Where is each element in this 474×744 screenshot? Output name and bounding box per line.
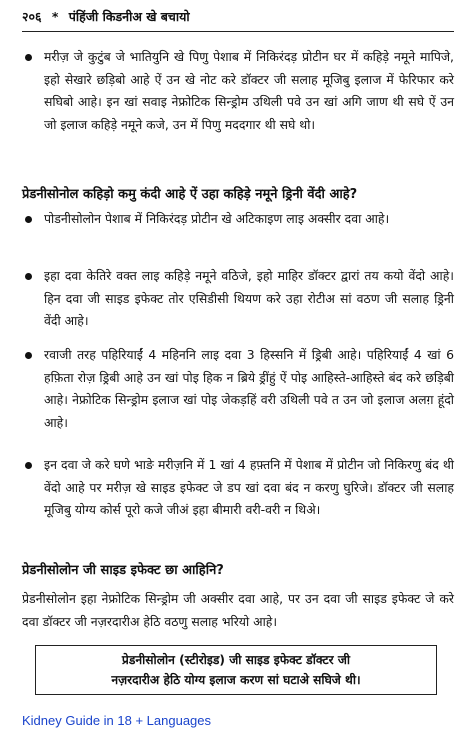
note-box xyxy=(35,645,437,695)
section-2 xyxy=(22,454,454,522)
page-header xyxy=(22,8,454,26)
star-separator: * xyxy=(51,9,59,24)
section-3-paragraph: प्रेडनीसोलोन इहा नेफ्रोटिक सिन्ड्रोम जी अक्सीर दवा आहे, पर उन दवा जी साइड इफेक्ट जे करे दवा डॉक्टर जी नज़रदारीअ हेठि वठणु सलाह भरियो आहे। xyxy=(22,591,454,629)
bullet-item xyxy=(22,208,454,231)
bullet-icon xyxy=(25,273,32,280)
bullet-item xyxy=(22,344,454,434)
footer-link[interactable]: Kidney Guide in 18 + Languages xyxy=(22,713,212,728)
section-2 xyxy=(22,265,454,333)
bullet-text: रवाजी तरह पहिरियाईं 4 महिननि लाइ दवा 3 हिस्सनि में ड्रिबी आहे। पहिरियाईं 4 खां 6 हफ़िता रोज़ ड्रिबी आहे उन खां पोइ हिक न ब्रिये ड्रींहुं ऐं पोइ आहिस्ते-आहिस्ते बंद करे छड़िबी आहे। नेफ्रोटिक सिन्ड्रोम इलाज खां पोइ जेकड़हिं वरी उथिली पवे त उन जो इलाज अलग़ हूंदो आहे। xyxy=(44,347,454,430)
note-line: प्रेडनीसोलोन (स्टीरोइड) जी साइड इफेक्ट डॉक्टर जी xyxy=(121,653,351,667)
bullet-icon xyxy=(25,54,32,61)
bullet-text: पोडनीसोलोन पेशाब में निकिरंदड़ प्रोटीन खे अटिकाइण लाइ अक्सीर दवा आहे। xyxy=(44,211,390,226)
page-number: २०६ xyxy=(22,9,42,24)
section-1 xyxy=(22,46,454,136)
section-3-heading: प्रेडनीसोलोन जी साइड इफेक्ट छा आहिनि? xyxy=(22,563,224,578)
section-2 xyxy=(22,344,454,434)
bullet-icon xyxy=(25,216,32,223)
bullet-icon xyxy=(25,352,32,359)
section-2-heading: प्रेडनीसोनोल कहिड़ो कमु कंदी आहे ऐं उहा कहिड़े नमूने ड्रिनी वेंदी आहे? xyxy=(22,187,358,202)
note-line: नज़रदारीअ हेठि योग्य इलाज करण सां घटाअे सघिजे थी। xyxy=(111,673,361,687)
bullet-icon xyxy=(25,462,32,469)
book-title: पंहिंजी किडनीअ खे बचायो xyxy=(68,9,190,24)
bullet-text: इहा दवा केतिरे वक्त लाइ कहिड़े नमूने वठिजे, इहो माहिर डॉक्टर द्वारां तय कयो वेंदो आहे। हिन दवा जी साइड इफेक्ट तोर एसिडीसी थियण करे उहा रोटीअ सां वठण जी सलाह ड्रिनी वेंदी आहे। xyxy=(44,268,454,328)
bullet-item xyxy=(22,454,454,522)
bullet-text: मरीज़ जे कुटुंब जे भातियुनि खे पिणु पेशाब में निकिरंदड़ प्रोटीन घर में कहिड़े नमूने मापिजे, इहो सेखारे छड़िबो आहे ऐं उन खे नोट करे डॉक्टर जी सलाह मूजिबु इलाज में फेरिफार करे सघिबो आहे। इन खां सवाइ नेफ्रोटिक सिन्ड्रोम उथिली पवे उन खां अगि जाण थी सघे ऐं उन जो इलाज कहिड़े नमूने कजे, उन में पिणु मददगार थी सघे थो। xyxy=(44,49,454,132)
section-2 xyxy=(22,208,454,231)
bullet-text: इन दवा जे करे घणे भाङे मरीज़नि में 1 खां 4 हफ़्तनि में पेशाब में प्रोटीन जो निकिरणु बंद थी वेंदो आहे पर मरीज़ खे साइड इफेक्ट जे डप खां दवा बंद न करणु घुरिजे। डॉक्टर जी सलाह मूजिबु योग्य कोर्स पूरो कजे जीअं इहा बीमारी वरी-वरी न थिअे। xyxy=(44,457,454,517)
bullet-item xyxy=(22,46,454,136)
bullet-item xyxy=(22,265,454,333)
header-divider xyxy=(22,31,454,32)
